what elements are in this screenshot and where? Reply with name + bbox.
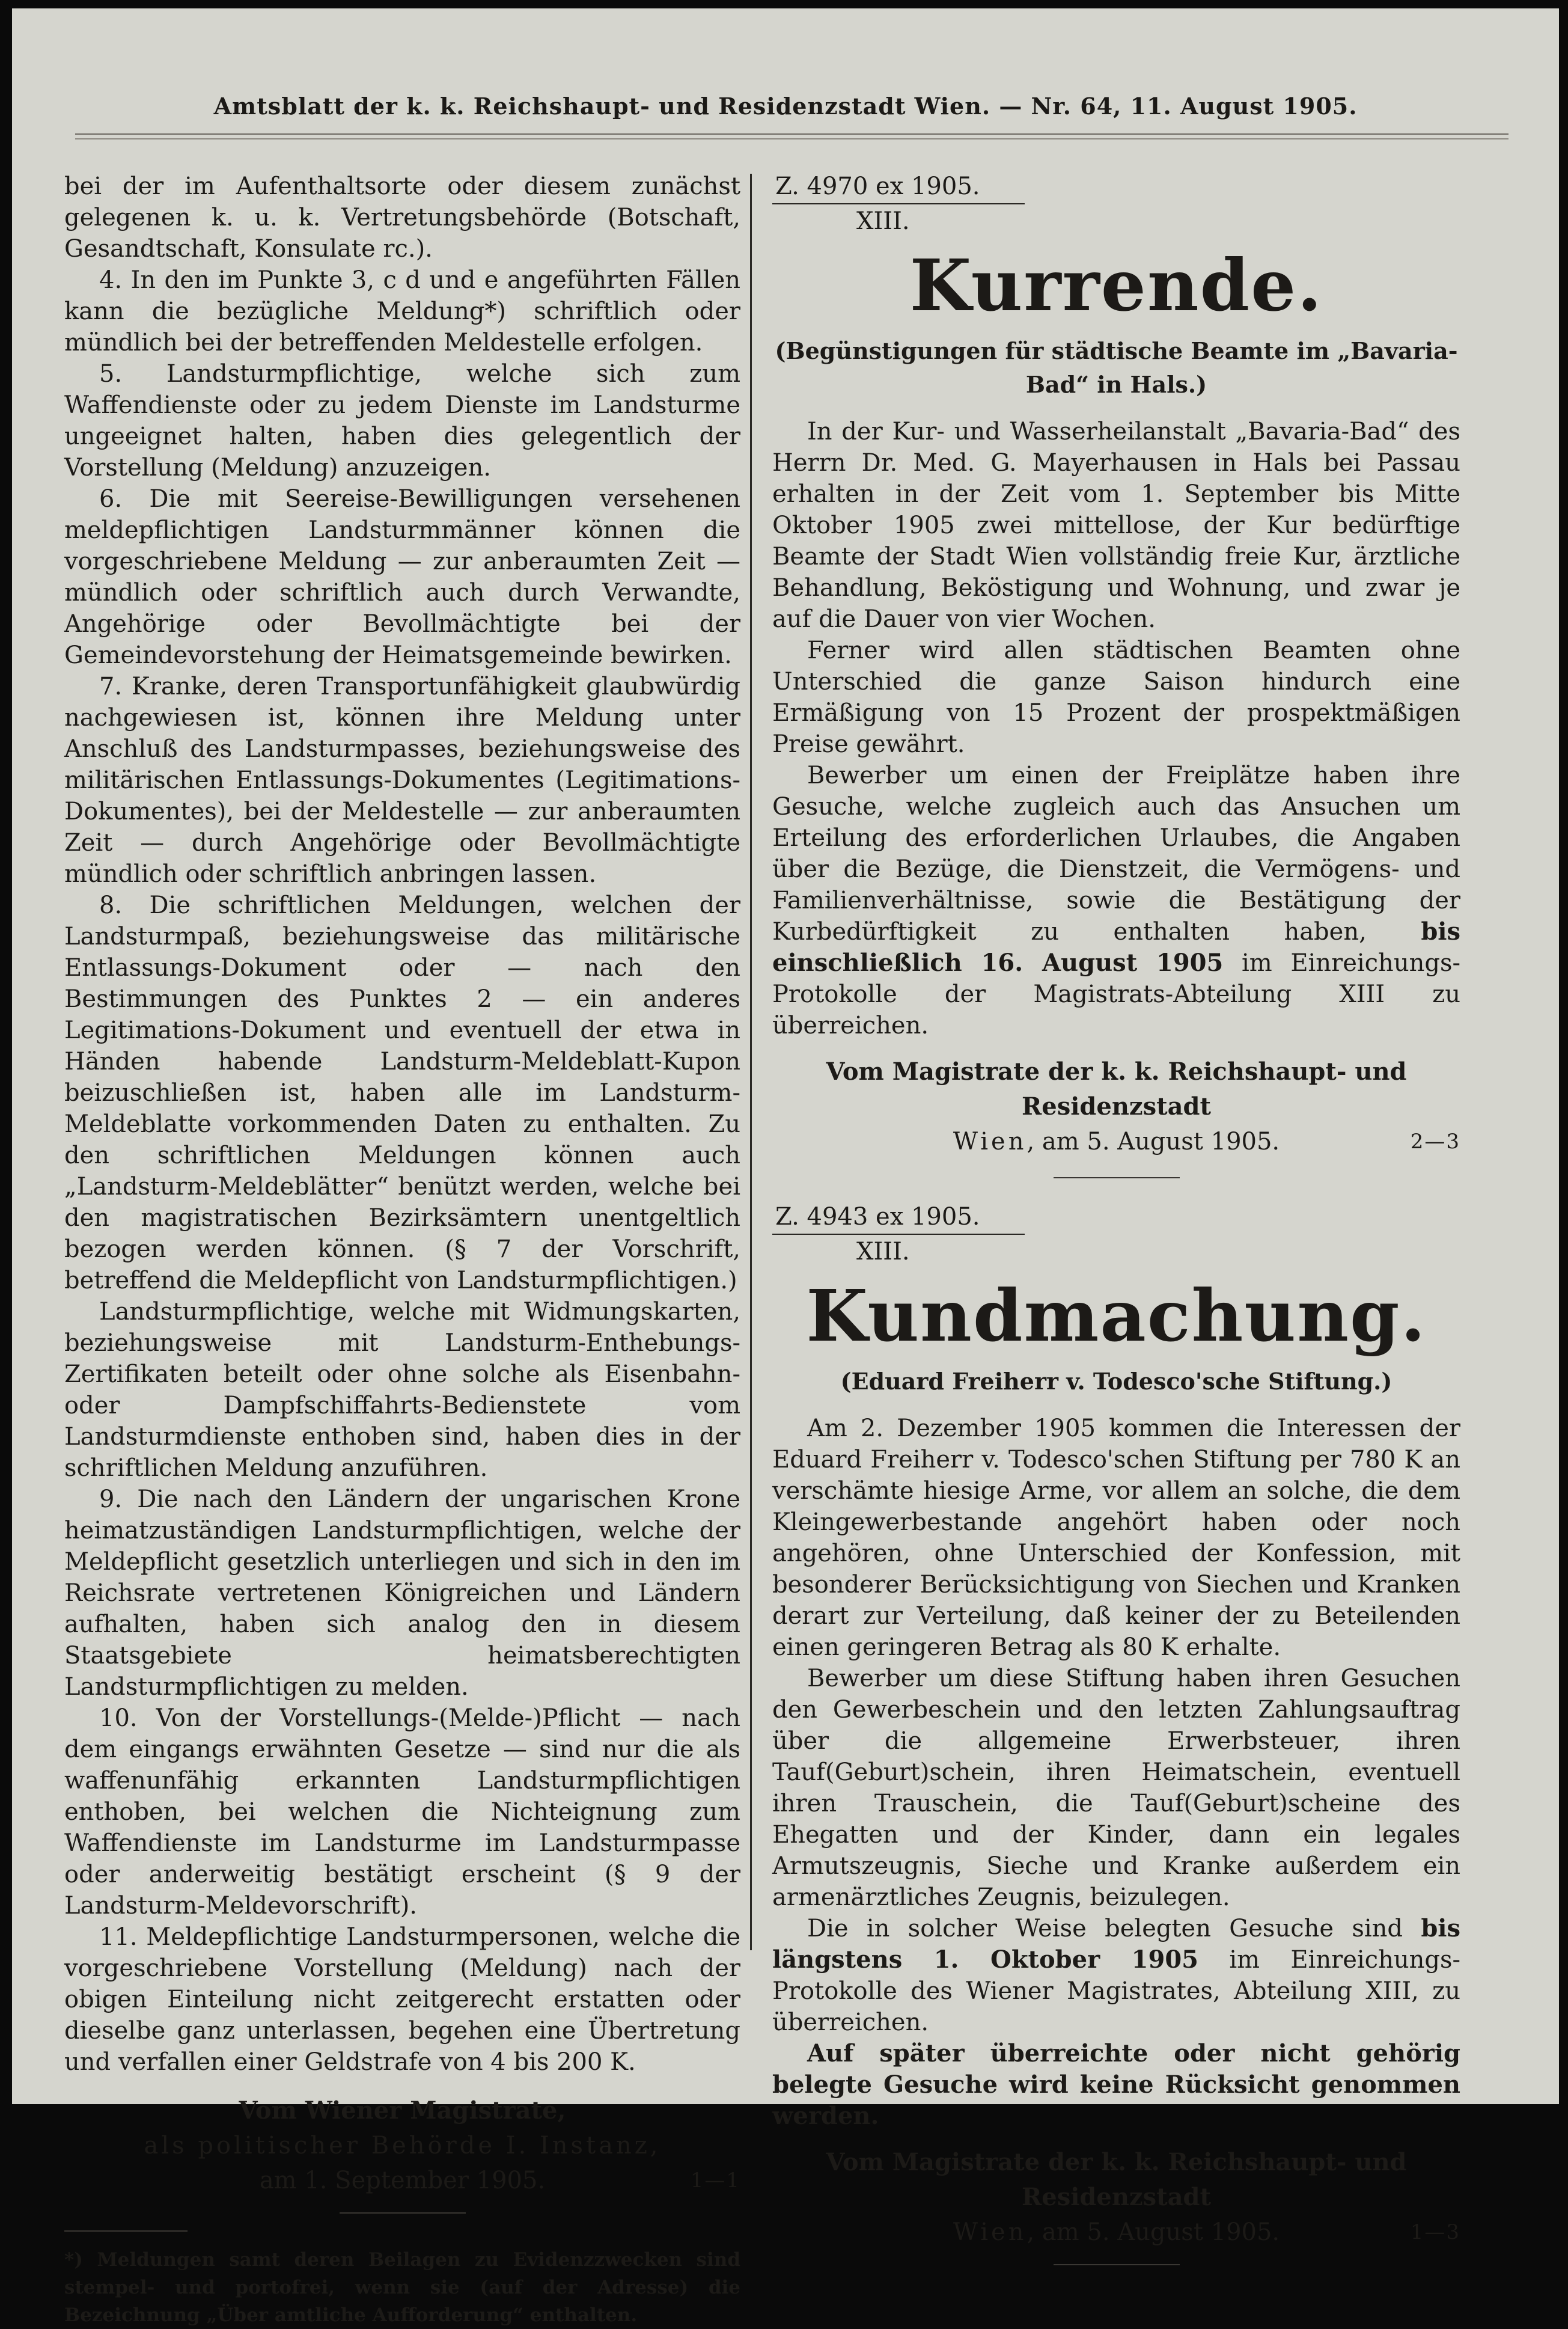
footnote: *) Meldungen samt deren Beilagen zu Evidenzzwecken sind stempel- und portofrei, wenn sie (auf der Adresse) die Bezeichnung „Über amtliche Aufforderung“ enthalten.	[64, 2249, 740, 2326]
paragraph: 9. Die nach den Ländern der ungarischen Krone heimatzuständigen Landsturmpflichtigen, welche der Meldepflicht gesetzlich unterliegen und sich in den im Reichsrate vertretenen Königreichen und Ländern aufhalten, haben sich analog den in diesem Staatsgebiete heimatsberechtigten Landsturmpflichtigen zu melden.	[64, 1486, 740, 1701]
reference-number: 2—3	[1410, 1130, 1460, 1154]
header-rule	[75, 133, 1509, 139]
right-column	[772, 171, 1460, 2280]
paragraph: 6. Die mit Seereise-Bewilligungen versehenen meldepflichtigen Landsturmmänner können die vorgeschriebene Meldung — zur anberaumten Zeit — mündlich oder schriftlich auch durch Verwandte, Angehörige oder Bevollmächtigte bei der Gemeindevorstehung der Heimatsgemeinde bewirken.	[64, 485, 740, 669]
case-number: Z. 4943 ex 1905.	[775, 1203, 980, 1231]
paragraph: 10. Von der Vorstellungs-(Melde-)Pflicht — nach dem eingangs erwähnten Gesetze — sind nur die als waffenunfähig erkannten Landsturmpflichtigen enthoben, bei welchen die Nichteignung zum Waffendienste im Landsturme im Landsturmpasse oder anderweitig bestätigt erscheint (§ 9 der Landsturm-Meldevorschrift).	[64, 1704, 740, 1920]
paragraph: 4. In den im Punkte 3, c d und e angeführten Fällen kann die bezügliche Meldung*) schriftlich oder mündlich bei der betreffenden Meldestelle erfolgen.	[64, 266, 740, 357]
paragraph: 11. Meldepflichtige Landsturmpersonen, welche die vorgeschriebene Vorstellung (Meldung) nach der obigen Einteilung nicht zeitgerecht erstatten oder dieselbe ganz unterlassen, begehen eine Übertretung und verfallen einer Geldstrafe von 4 bis 200 K.	[64, 1923, 740, 2076]
signature-city: Wien	[953, 2218, 1027, 2246]
paragraph: Am 2. Dezember 1905 kommen die Interessen der Eduard Freiherr v. Todesco'schen Stiftung per 780 K an verschämte hiesige Arme, vor allem an solche, die dem Kleingewerbestande angehört haben oder noch angehören, ohne Unterschied der Konfession, mit besonderer Berücksichtigung von Siechen und Kranken derart zur Verteilung, daß keiner der zu Beteilenden einen geringeren Betrag als 80 K erhalte.	[772, 1415, 1460, 1661]
paragraph-text: Die in solcher Weise belegten Gesuche sind	[807, 1915, 1403, 1942]
signature-date-line	[64, 2163, 740, 2198]
paragraph: 8. Die schriftlichen Meldungen, welchen der Landsturmpaß, beziehungsweise das militärische Entlassungs-Dokument oder — nach den Bestimmungen des Punktes 2 — ein anderes Legitimations-Dokument und eventuell der etwa in Händen habende Landsturm-Meldeblatt-Kupon beizuschließen ist, haben alle im Landsturm-Meldeblatte vorkommenden Daten zu enthalten. Zu den schriftlichen Meldungen können auch „Landsturm-Meldeblätter“ benützt werden, welche bei den magistratischen Bezirksämtern unentgeltlich bezogen werden können. (§ 7 der Vorschrift, betreffend die Meldepflicht von Landsturmpflichtigen.)	[64, 892, 740, 1294]
notice-subtitle: (Eduard Freiherr v. Todesco'sche Stiftung.)	[840, 1368, 1393, 1395]
signature-date: am 1. September 1905.	[259, 2167, 546, 2194]
separator	[1054, 2264, 1180, 2265]
paragraph	[772, 1913, 1460, 2038]
signature-role: als politischer Behörde I. Instanz,	[144, 2132, 661, 2159]
notice-title: Kurrende.	[909, 243, 1323, 327]
signature-date: , am 5. August 1905.	[1027, 2218, 1280, 2246]
case-number: Z. 4970 ex 1905.	[775, 173, 980, 200]
paragraph: 5. Landsturmpflichtige, welche sich zum Waffendienste oder zu jedem Dienste im Landsturme ungeeignet halten, haben dies gelegentlich der Vorstellung (Meldung) anzuzeigen.	[64, 360, 740, 482]
notice-title: Kundmachung.	[806, 1274, 1427, 1357]
deadline: bis längstens 1. Oktober 1905	[772, 1914, 1460, 1974]
signature-authority: Vom Wiener Magistrate,	[239, 2096, 566, 2125]
paragraph: 7. Kranke, deren Transportunfähigkeit glaubwürdig nachgewiesen ist, können ihre Meldung unter Anschluß des Landsturmpasses, beziehungsweise des militärischen Entlassungs-Dokumentes (Legitimations-Dokumentes), bei der Meldestelle — zur anberaumten Zeit — durch Angehörige oder Bevollmächtigte mündlich oder schriftlich anbringen lassen.	[64, 673, 740, 888]
signature-date-line	[772, 1124, 1460, 1159]
case-number-rule	[772, 203, 1025, 204]
gazette-page	[12, 8, 1559, 2326]
signature-date: , am 5. August 1905.	[1027, 1128, 1280, 1155]
paragraph: bei der im Aufenthaltsorte oder diesem zunächst gelegenen k. u. k. Vertretungsbehörde (Botschaft, Gesandtschaft, Konsulate rc.).	[64, 173, 740, 263]
department: XIII.	[856, 207, 910, 235]
paragraph-text: im Einreichungs-Protokolle des Wiener Magistrates, Abteilung XIII, zu überreichen.	[772, 1946, 1461, 2036]
column-divider	[750, 174, 752, 1950]
paragraph	[772, 760, 1460, 1041]
signature-city: Wien	[953, 1128, 1027, 1155]
paragraph: Ferner wird allen städtischen Beamten ohne Unterschied die ganze Saison hindurch eine Ermäßigung von 15 Prozent der prospektmäßigen Preise gewährt.	[772, 637, 1460, 758]
left-column	[64, 171, 740, 2329]
signature-date-line	[772, 2215, 1460, 2250]
paragraph: Landsturmpflichtige, welche mit Widmungskarten, beziehungsweise mit Landsturm-Enthebungs-Zertifikaten beteilt oder ohne solche als Eisenbahn- oder Dampfschiffahrts-Bedienstete vom Landsturmdienste enthoben sind, haben dies in der schriftlichen Meldung anzuführen.	[64, 1298, 740, 1482]
paragraph-text: im Einreichungs-Protokolle der Magistrats-Abteilung XIII zu überreichen.	[772, 949, 1460, 1039]
paragraph: Bewerber um diese Stiftung haben ihren Gesuchen den Gewerbeschein und den letzten Zahlungsauftrag über die allgemeine Erwerbsteuer, ihren Tauf(Geburt)schein, ihren Heimatschein, eventuell ihren Trauschein, die Tauf(Geburt)scheine des Ehegatten und der Kinder, dann ein legales Armutszeugnis, Sieche und Kranke außerdem ein armenärztliches Zeugnis, beizulegen.	[772, 1665, 1460, 1911]
notice-subtitle: (Begünstigungen für städtische Beamte im „Bavaria-Bad“ in Hals.)	[775, 337, 1458, 398]
paragraph: In der Kur- und Wasserheilanstalt „Bavaria-Bad“ des Herrn Dr. Med. G. Mayerhausen in Hals bei Passau erhalten in der Zeit vom 1. September bis Mitte Oktober 1905 zwei mittellose, der Kur bedürftige Beamte der Stadt Wien vollständig freie Kur, ärztliche Behandlung, Beköstigung und Wohnung, und zwar je auf die Dauer von vier Wochen.	[772, 418, 1460, 633]
case-number-rule	[772, 1234, 1025, 1235]
paragraph-text: Bewerber um einen der Freiplätze haben ihre Gesuche, welche zugleich auch das Ansuchen um Erteilung des erforderlichen Urlaubes, die Angaben über die Bezüge, die Dienstzeit, die Vermögens- und Familienverhältnisse, sowie die Bestätigung der Kurbedürftigkeit zu enthalten haben,	[772, 762, 1460, 946]
signature-authority: Vom Magistrate der k. k. Reichshaupt- und Residenzstadt	[826, 2148, 1407, 2211]
separator	[340, 2212, 466, 2214]
deadline: bis einschließlich 16. August 1905	[772, 917, 1460, 977]
department: XIII.	[856, 1238, 910, 1265]
reference-number: 1—3	[1410, 2220, 1460, 2244]
page-header: Amtsblatt der k. k. Reichshaupt- und Residenzstadt Wien. — Nr. 64, 11. August 1905.	[213, 93, 1358, 120]
reference-number: 1—1	[690, 2168, 740, 2193]
signature-authority: Vom Magistrate der k. k. Reichshaupt- und Residenzstadt	[826, 1057, 1407, 1121]
separator	[1054, 1177, 1180, 1178]
footnote-rule	[64, 2230, 188, 2232]
warning-paragraph: Auf später überreichte oder nicht gehörig belegte Gesuche wird keine Rücksicht genommen werden.	[772, 2039, 1460, 2130]
